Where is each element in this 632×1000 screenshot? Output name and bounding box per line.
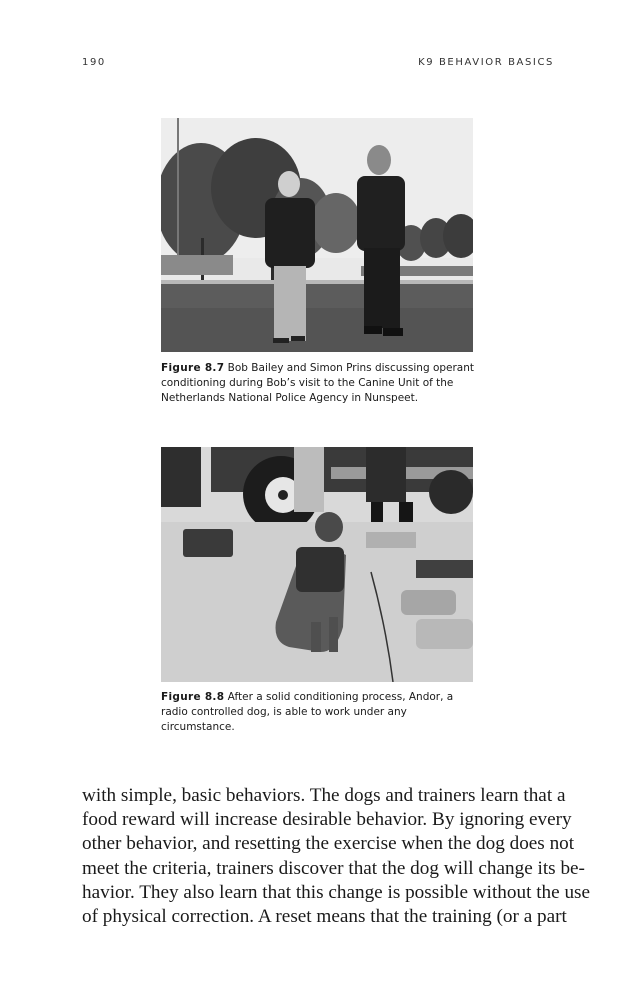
photo-dog-in-harness	[161, 447, 473, 682]
figure-label: Figure 8.8	[161, 691, 225, 703]
body-line: with simple, basic behaviors. The dogs and trainers learn that a	[82, 785, 566, 806]
figure-label: Figure 8.7	[161, 362, 225, 374]
book-title: K9 BEHAVIOR BASICS	[418, 57, 554, 68]
body-line: meet the criteria, trainers discover that the dog will change its be-	[82, 857, 585, 879]
body-line: havior. They also learn that this change is possible without the use	[82, 881, 591, 903]
photo-two-men-on-field	[161, 118, 473, 352]
figure-8-8-photo	[161, 447, 473, 682]
body-line: food reward will increase desirable behavior. By ignoring every	[82, 809, 572, 831]
running-head	[82, 57, 554, 71]
figure-8-7-caption	[161, 361, 481, 406]
figure-caption-text: Bob Bailey and Simon Prins discussing operant conditioning during Bob’s visit to the Canine Unit of the Netherlands National Police Agency in Nunspeet.	[161, 362, 475, 404]
figure-8-7-photo	[161, 118, 473, 352]
body-line: other behavior, and resetting the exercise when the dog does not	[82, 833, 575, 855]
figure-caption-text: After a solid conditioning process, Andor, a radio controlled dog, is able to work under any circumstance.	[161, 691, 454, 733]
body-paragraph	[82, 784, 591, 929]
body-line: of physical correction. A reset means that the training (or a part	[82, 906, 567, 928]
page-number: 190	[82, 57, 106, 68]
figure-8-8-caption	[161, 690, 461, 735]
